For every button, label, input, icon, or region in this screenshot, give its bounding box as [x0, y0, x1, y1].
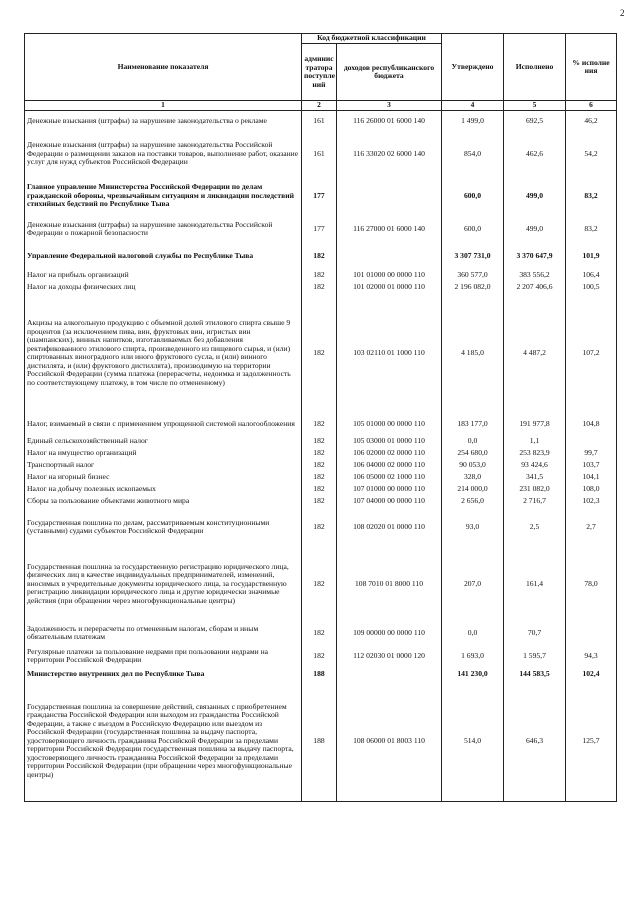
row-revenue-code: 116 26000 01 6000 140 — [337, 111, 442, 132]
row-name: Налог на игорный бизнес — [25, 471, 302, 483]
row-approved: 854,0 — [442, 131, 504, 177]
column-number: 2 — [302, 101, 337, 111]
row-percent — [566, 621, 617, 645]
row-name: Налог, взимаемый в связи с применением упрощенной системой налогообложения — [25, 413, 302, 435]
row-revenue-code: 116 27000 01 6000 140 — [337, 215, 442, 243]
header-revenue-code: доходов республиканского бюджета — [337, 44, 442, 101]
row-name: Налог на прибыль организаций — [25, 269, 302, 281]
row-revenue-code: 108 7010 01 8000 110 — [337, 547, 442, 621]
row-executed: 161,4 — [504, 547, 566, 621]
row-executed: 2 716,7 — [504, 495, 566, 507]
table-row — [25, 621, 617, 645]
row-admin-code: 182 — [302, 243, 337, 269]
row-percent: 83,2 — [566, 177, 617, 215]
row-name: Управление Федеральной налоговой службы по Республике Тыва — [25, 243, 302, 269]
table-row — [25, 507, 617, 547]
row-percent: 54,2 — [566, 131, 617, 177]
row-executed: 2 207 406,6 — [504, 281, 566, 293]
table-row — [25, 215, 617, 243]
table-row — [25, 681, 617, 802]
row-executed: 3 370 647,9 — [504, 243, 566, 269]
page-number: 2 — [620, 8, 625, 18]
row-executed: 2,5 — [504, 507, 566, 547]
row-approved: 214 000,0 — [442, 483, 504, 495]
row-revenue-code: 106 02000 02 0000 110 — [337, 447, 442, 459]
row-percent: 104,8 — [566, 413, 617, 435]
row-revenue-code: 106 05000 02 1000 110 — [337, 471, 442, 483]
table-row — [25, 293, 617, 413]
row-executed: 4 487,2 — [504, 293, 566, 413]
row-name: Государственная пошлина за совершение действий, связанных с приобретением гражданства Российской Федерации или выходом из гражданства Российской Федерации, а также с въездом в Российскую Федерацию или выездом из Российской Федерации (государственная пошлина за выдачу паспорта, удостоверяющего личность гражданина Российской Федерации за пределами территории Российской Федерации государственная пошлина за выдачу паспорта, удостоверяющего личность гражданина Российской Федерации за пределами территории Российской Федерации (при обращении через многофункциональные центры) — [25, 681, 302, 802]
row-admin-code: 182 — [302, 645, 337, 667]
row-executed: 231 082,0 — [504, 483, 566, 495]
row-admin-code: 161 — [302, 111, 337, 132]
row-admin-code: 177 — [302, 177, 337, 215]
row-executed: 1,1 — [504, 435, 566, 447]
row-revenue-code — [337, 243, 442, 269]
row-admin-code: 182 — [302, 621, 337, 645]
row-name: Государственная пошлина по делам, рассматриваемым конституционными (уставными) судами субъектов Российской Федерации — [25, 507, 302, 547]
row-executed: 191 977,8 — [504, 413, 566, 435]
row-percent: 102,4 — [566, 667, 617, 681]
table-row — [25, 667, 617, 681]
row-name: Денежные взыскания (штрафы) за нарушение законодательства Российской Федерации о пожарной безопасности — [25, 215, 302, 243]
row-admin-code: 188 — [302, 667, 337, 681]
row-percent: 46,2 — [566, 111, 617, 132]
row-admin-code: 188 — [302, 681, 337, 802]
row-revenue-code: 108 06000 01 8003 110 — [337, 681, 442, 802]
column-number: 3 — [337, 101, 442, 111]
row-approved: 141 230,0 — [442, 667, 504, 681]
row-approved: 183 177,0 — [442, 413, 504, 435]
row-admin-code: 182 — [302, 483, 337, 495]
row-approved: 1 499,0 — [442, 111, 504, 132]
row-executed: 646,3 — [504, 681, 566, 802]
row-name: Акцизы на алкогольную продукцию с объемной долей этилового спирта свыше 9 процентов (за исключением пива, вин, фруктовых вин, игристых вин (шампанских), винных напитков, изготавливаемых без добавления ректификованного этилового спирта, произведенного из пищевого сырья, и (или) спиртованных виноградного или иного фруктового сусла, и (или) винного дистиллята, и (или) фруктового дистиллята), производимую на территории Российской Федерации (сумма платежа (перерасчеты, недоимка и задолженность по соответствующему платежу, в том числе по отмененному) — [25, 293, 302, 413]
row-executed: 499,0 — [504, 215, 566, 243]
row-revenue-code: 107 01000 00 0000 110 — [337, 483, 442, 495]
row-approved: 328,0 — [442, 471, 504, 483]
table-row — [25, 547, 617, 621]
header-percent: % исполне ния — [566, 34, 617, 101]
column-number: 1 — [25, 101, 302, 111]
row-percent — [566, 435, 617, 447]
header-admin-code: админис тратора поступле ний — [302, 44, 337, 101]
row-executed: 70,7 — [504, 621, 566, 645]
row-approved: 1 693,0 — [442, 645, 504, 667]
row-name: Транспортный налог — [25, 459, 302, 471]
row-approved: 207,0 — [442, 547, 504, 621]
table-row — [25, 471, 617, 483]
row-executed: 341,5 — [504, 471, 566, 483]
row-percent: 2,7 — [566, 507, 617, 547]
row-executed: 253 823,9 — [504, 447, 566, 459]
row-name: Государственная пошлина за государственную регистрацию юридического лица, физических лиц в качестве индивидуальных предпринимателей, изменений, вносимых в учредительные документы юридического лица, за государственную регистрацию ликвидации юридического лица и другие юридически значимые действия (при обращении через многофункциональные центры) — [25, 547, 302, 621]
row-admin-code: 182 — [302, 471, 337, 483]
row-name: Налог на добычу полезных ископаемых — [25, 483, 302, 495]
row-approved: 514,0 — [442, 681, 504, 802]
row-name: Задолженность и перерасчеты по отмененным налогам, сборам и иным обязательным платежам — [25, 621, 302, 645]
row-executed: 462,6 — [504, 131, 566, 177]
table-row — [25, 281, 617, 293]
row-percent: 108,0 — [566, 483, 617, 495]
row-percent: 100,5 — [566, 281, 617, 293]
row-approved: 600,0 — [442, 215, 504, 243]
row-admin-code: 161 — [302, 131, 337, 177]
row-percent: 104,1 — [566, 471, 617, 483]
row-name: Денежные взыскания (штрафы) за нарушение законодательства Российской Федерации о размещении заказов на поставки товаров, выполнение работ, оказание услуг для нужд субъектов Российской Федерации — [25, 131, 302, 177]
row-percent: 78,0 — [566, 547, 617, 621]
row-percent: 125,7 — [566, 681, 617, 802]
header-budget-code: Код бюджетной классификации — [302, 34, 442, 44]
row-approved: 360 577,0 — [442, 269, 504, 281]
table-row — [25, 483, 617, 495]
row-approved: 0,0 — [442, 435, 504, 447]
row-name: Единый сельскохозяйственный налог — [25, 435, 302, 447]
row-revenue-code: 101 02000 01 0000 110 — [337, 281, 442, 293]
row-percent: 107,2 — [566, 293, 617, 413]
row-admin-code: 182 — [302, 547, 337, 621]
row-admin-code: 182 — [302, 507, 337, 547]
row-revenue-code — [337, 177, 442, 215]
row-percent: 101,9 — [566, 243, 617, 269]
row-revenue-code: 107 04000 00 0000 110 — [337, 495, 442, 507]
column-number-row — [25, 101, 617, 111]
row-approved: 600,0 — [442, 177, 504, 215]
row-approved: 254 680,0 — [442, 447, 504, 459]
column-number: 6 — [566, 101, 617, 111]
row-admin-code: 182 — [302, 269, 337, 281]
row-name: Сборы за пользование объектами животного мира — [25, 495, 302, 507]
row-approved: 93,0 — [442, 507, 504, 547]
row-admin-code: 182 — [302, 413, 337, 435]
row-percent: 106,4 — [566, 269, 617, 281]
row-revenue-code — [337, 667, 442, 681]
row-revenue-code: 109 00000 00 0000 110 — [337, 621, 442, 645]
row-approved: 2 196 082,0 — [442, 281, 504, 293]
row-name: Денежные взыскания (штрафы) за нарушение законодательства о рекламе — [25, 111, 302, 132]
row-approved: 2 656,0 — [442, 495, 504, 507]
budget-execution-table — [24, 33, 617, 802]
row-percent: 83,2 — [566, 215, 617, 243]
table-row — [25, 131, 617, 177]
row-executed: 692,5 — [504, 111, 566, 132]
row-approved: 3 307 731,0 — [442, 243, 504, 269]
table-row — [25, 177, 617, 215]
row-executed: 499,0 — [504, 177, 566, 215]
row-approved: 90 053,0 — [442, 459, 504, 471]
table-row — [25, 459, 617, 471]
row-percent: 99,7 — [566, 447, 617, 459]
column-number: 5 — [504, 101, 566, 111]
row-executed: 93 424,6 — [504, 459, 566, 471]
column-number: 4 — [442, 101, 504, 111]
row-admin-code: 182 — [302, 435, 337, 447]
header-indicator-name: Наименование показателя — [25, 34, 302, 101]
row-name: Министерство внутренних дел по Республике Тыва — [25, 667, 302, 681]
row-admin-code: 182 — [302, 447, 337, 459]
table-row — [25, 495, 617, 507]
table-row — [25, 111, 617, 132]
row-percent: 94,3 — [566, 645, 617, 667]
row-name: Главное управление Министерства Российской Федерации по делам гражданской обороны, чрезвычайным ситуациям и ликвидации последствий стихийных бедствий по Республике Тыва — [25, 177, 302, 215]
row-approved: 0,0 — [442, 621, 504, 645]
row-revenue-code: 108 02020 01 0000 110 — [337, 507, 442, 547]
header-executed: Исполнено — [504, 34, 566, 101]
table-row — [25, 243, 617, 269]
row-admin-code: 182 — [302, 293, 337, 413]
table-row — [25, 435, 617, 447]
row-revenue-code: 101 01000 00 0000 110 — [337, 269, 442, 281]
table-row — [25, 447, 617, 459]
row-executed: 1 595,7 — [504, 645, 566, 667]
row-revenue-code: 105 03000 01 0000 110 — [337, 435, 442, 447]
row-executed: 144 583,5 — [504, 667, 566, 681]
row-approved: 4 185,0 — [442, 293, 504, 413]
header-approved: Утверждено — [442, 34, 504, 101]
row-name: Налог на доходы физических лиц — [25, 281, 302, 293]
row-percent: 103,7 — [566, 459, 617, 471]
row-revenue-code: 105 01000 00 0000 110 — [337, 413, 442, 435]
row-executed: 383 556,2 — [504, 269, 566, 281]
table-body — [25, 111, 617, 802]
row-name: Налог на имущество организаций — [25, 447, 302, 459]
row-revenue-code: 116 33020 02 6000 140 — [337, 131, 442, 177]
row-admin-code: 182 — [302, 495, 337, 507]
row-admin-code: 177 — [302, 215, 337, 243]
row-revenue-code: 106 04000 02 0000 110 — [337, 459, 442, 471]
row-admin-code: 182 — [302, 459, 337, 471]
row-revenue-code: 103 02110 01 1000 110 — [337, 293, 442, 413]
row-name: Регулярные платежи за пользование недрами при пользовании недрами на территории Российской Федерации — [25, 645, 302, 667]
table-row — [25, 645, 617, 667]
row-admin-code: 182 — [302, 281, 337, 293]
row-percent: 102,3 — [566, 495, 617, 507]
table-row — [25, 413, 617, 435]
table-row — [25, 269, 617, 281]
row-revenue-code: 112 02030 01 0000 120 — [337, 645, 442, 667]
